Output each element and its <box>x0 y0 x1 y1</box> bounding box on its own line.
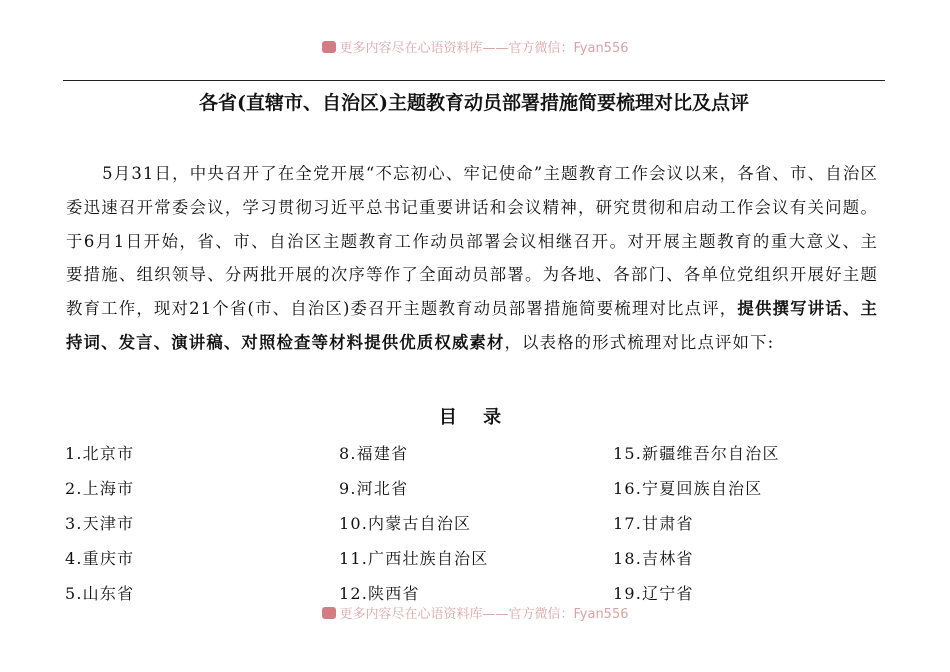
toc-column-2 <box>339 440 488 615</box>
intro-text-end: ，以表格的形式梳理对比点评如下: <box>504 332 775 352</box>
toc-item[interactable]: 15.新疆维吾尔自治区 <box>613 444 780 463</box>
toc-title: 目 录 <box>438 407 512 428</box>
document-title: 各省(直辖市、自治区)主题教育动员部署措施简要梳理对比及点评 <box>199 92 749 114</box>
toc-item[interactable]: 5.山东省 <box>65 584 135 603</box>
toc-item[interactable]: 2.上海市 <box>65 479 135 498</box>
intro-highlight: 提供撰写讲话、主持词、发言、演讲稿、对照检查等材料提供优质权威素材 <box>66 299 878 352</box>
toc-item[interactable]: 19.辽宁省 <box>613 584 694 603</box>
toc-item[interactable]: 1.北京市 <box>65 444 135 463</box>
toc-item[interactable]: 18.吉林省 <box>613 549 694 568</box>
toc-item[interactable]: 3.天津市 <box>65 514 135 533</box>
toc-item[interactable]: 17.甘肃省 <box>613 514 694 533</box>
watermark-text: 更多内容尽在心语资料库——官方微信：Fyan556 <box>339 607 629 622</box>
toc-item[interactable]: 9.河北省 <box>339 479 409 498</box>
toc-item[interactable]: 4.重庆市 <box>65 549 135 568</box>
header-rule <box>63 80 885 81</box>
toc-item[interactable]: 11.广西壮族自治区 <box>339 549 489 568</box>
toc-item[interactable]: 8.福建省 <box>339 444 409 463</box>
watermark-logo-icon <box>322 41 336 53</box>
toc-item[interactable]: 10.内蒙古自治区 <box>339 514 472 533</box>
intro-paragraph <box>66 157 878 360</box>
toc-item[interactable]: 12.陕西省 <box>339 584 420 603</box>
watermark-text: 更多内容尽在心语资料库——官方微信：Fyan556 <box>339 41 629 56</box>
toc-item[interactable]: 16.宁夏回族自治区 <box>613 479 763 498</box>
watermark-header <box>0 40 950 58</box>
toc-column-1 <box>65 440 134 615</box>
intro-text-start: 5月31日，中央召开了在全党开展“不忘初心、牢记使命”主题教育工作会议以来，各省、市、自治区委迅速召开常委会议，学习贯彻习近平总书记重要讲话和会议精神，研究贯彻和启动工作会议有关问题。于6月1日开始，省、市、自治区主题教育工作动员部署会议相继召开。对开展主题教育的重大意义、主要措施、组织领导、分两批开展的次序等作了全面动员部署。为各地、各部门、各单位党组织开展好主题教育工作，现对21个省(市、自治区)委召开主题教育动员部署措施简要梳理对比点评， <box>66 164 878 319</box>
watermark-footer <box>0 606 950 624</box>
toc-column-3 <box>613 440 780 615</box>
watermark-logo-icon <box>322 607 336 619</box>
